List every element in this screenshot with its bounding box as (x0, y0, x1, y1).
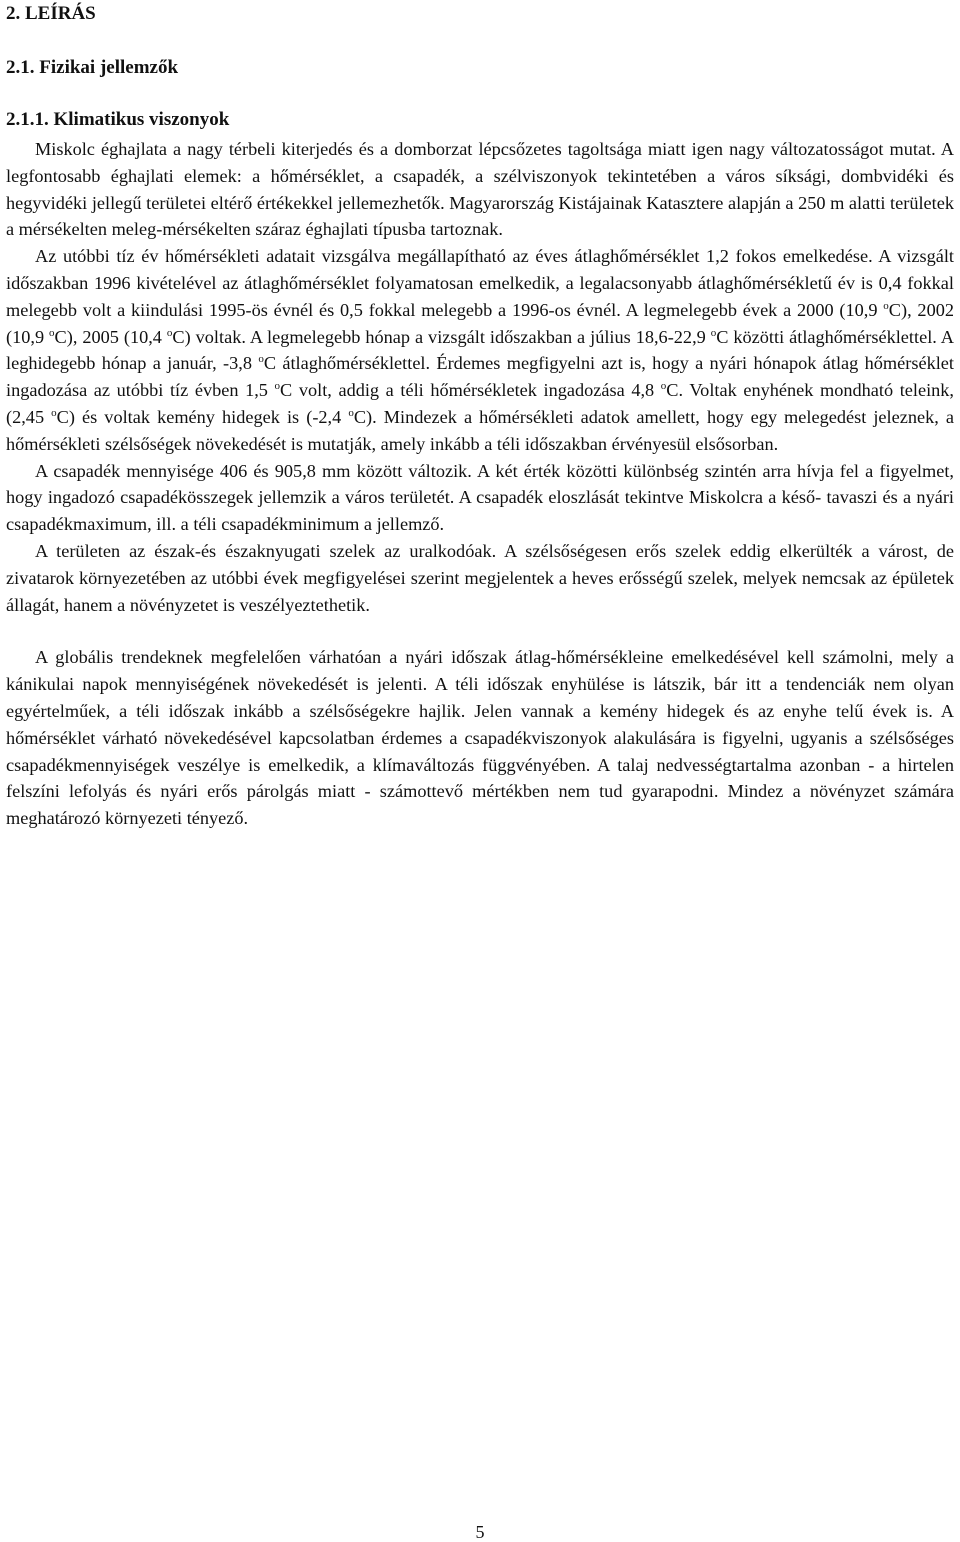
subsubsection-heading: 2.1.1. Klimatikus viszonyok (6, 109, 230, 130)
degree-sign: o (258, 353, 264, 366)
paragraph-temperature: Az utóbbi tíz év hőmérsékleti adatait vizsgálva megállapítható az éves átlaghőmérséklet 1,2 fokos emelkedése. A vizsgált időszakban 1996 kivételével az átlaghőmérséklet folyamatosan emelkedik, a legalacsonyabb átlaghőmérsékletű év is 0,4 fokkal melegebb volt a kiindulási 1995-ös évnél és 0,5 fokkal melegebb a 1996-os évnél. A legmelegebb évek a 2000 (10,9 $^o$C), 2002 (10,9 $^o$C), 2005 (10,4 $^o$C) voltak. A legmelegebb hónap a vizsgált időszakban a július 18,6-22,9 $^o$C közötti átlaghőmérséklettel. A leghidegebb hónap a január, -3,8 $^o$C átlaghőmérséklettel. Érdemes megfigyelni azt is, hogy a nyári hónapok átlag hőmérséklet ingadozása az utóbbi tíz évben 1,5 $^o$C volt, addig a téli hőmérsékletek ingadozása 4,8 $^o$C. Voltak enyhének mondható teleink, (2,45 $^o$C) és voltak kemény hidegek is (-2,4 $^o$C). Mindezek a hőmérsékleti adatok amellett, hogy egy melegedést jeleznek, a hőmérsékleti szélsőségek növekedését is mutatják, amely inkább a téli időszakban érvényesül elsősorban. (6, 246, 955, 454)
page-number: 5 (475, 1522, 485, 1542)
section-heading: 2. LEÍRÁS (6, 3, 96, 24)
paragraph-global-trends: A globális trendeknek megfelelően várhatóan a nyári időszak átlag-hőmérsékleine emelkedésével kell számolni, mely a kánikulai napok mennyiségének növekedését is jelenti. A téli időszak enyhülése is látszik, bár itt a tendenciák nem olyan egyértelműek, a téli időszak inkább a szélsőségekre hajlik. Jelen vannak a kemény hidegek és az enyhe telű évek is. A hőmérséklet várható növekedésével kapcsolatban érdemes a csapadékviszonyok alakulására is figyelni, ugyanis a szélsőséges csapadékmennyiségek veszélye is emelkedik, a klímaváltozás függvényében. A talaj nedvességtartalma azonban - a hirtelen felszíni lefolyás és nyári erős párolgás miatt - számottevő mértékben nem tud gyarapodni. Mindez a növényzet számára meghatározó környezeti tényező. (6, 647, 954, 829)
degree-sign: o (51, 406, 57, 419)
degree-sign: o (660, 380, 667, 393)
degree-sign: o (274, 380, 281, 393)
degree-sign: o (883, 299, 889, 312)
paragraph-climate-intro: Miskolc éghajlata a nagy térbeli kiterjedés és a domborzat lépcsőzetes tagoltsága miatt igen nagy változatosságot mutat. A legfontosabb éghajlati elemek: a hőmérséklet, a csapadék, a szélviszonyok tekintetében a város síksági, dombvidéki és hegyvidéki jellegű területei eltérő értékekkel jellemezhetők. Magyarország Kistájainak Katasztere alapján a 250 m alatti területek a mérsékelten meleg-mérsékelten száraz éghajlati típusba tartoznak. (6, 139, 954, 240)
degree-sign: o (348, 406, 354, 419)
degree-sign: o (166, 326, 173, 339)
degree-sign: o (49, 326, 55, 339)
paragraph-precipitation: A csapadék mennyisége 406 és 905,8 mm között változik. A két érték közötti különbség szintén arra hívja fel a figyelmet, hogy ingadozó csapadékösszegek jellemzik a város területét. A csapadék eloszlását tekintve Miskolcra a késő- tavaszi és a nyári csapadékmaximum, ill. a téli csapadékminimum a jellemző. (6, 460, 954, 535)
body-text (6, 136, 954, 832)
subsection-heading: 2.1. Fizikai jellemzők (6, 57, 179, 78)
paragraph-wind: A területen az észak-és északnyugati szelek az uralkodóak. A szélsőségesen erős szelek eddig elkerülték a várost, de zivatarok környezetében az utóbbi évek megfigyelései szerint megjelentek a heves erősségű szelek, melyek nemcsak az épületek állagát, hanem a növényzetet is veszélyeztethetik. (6, 540, 954, 615)
degree-sign: o (710, 326, 717, 339)
